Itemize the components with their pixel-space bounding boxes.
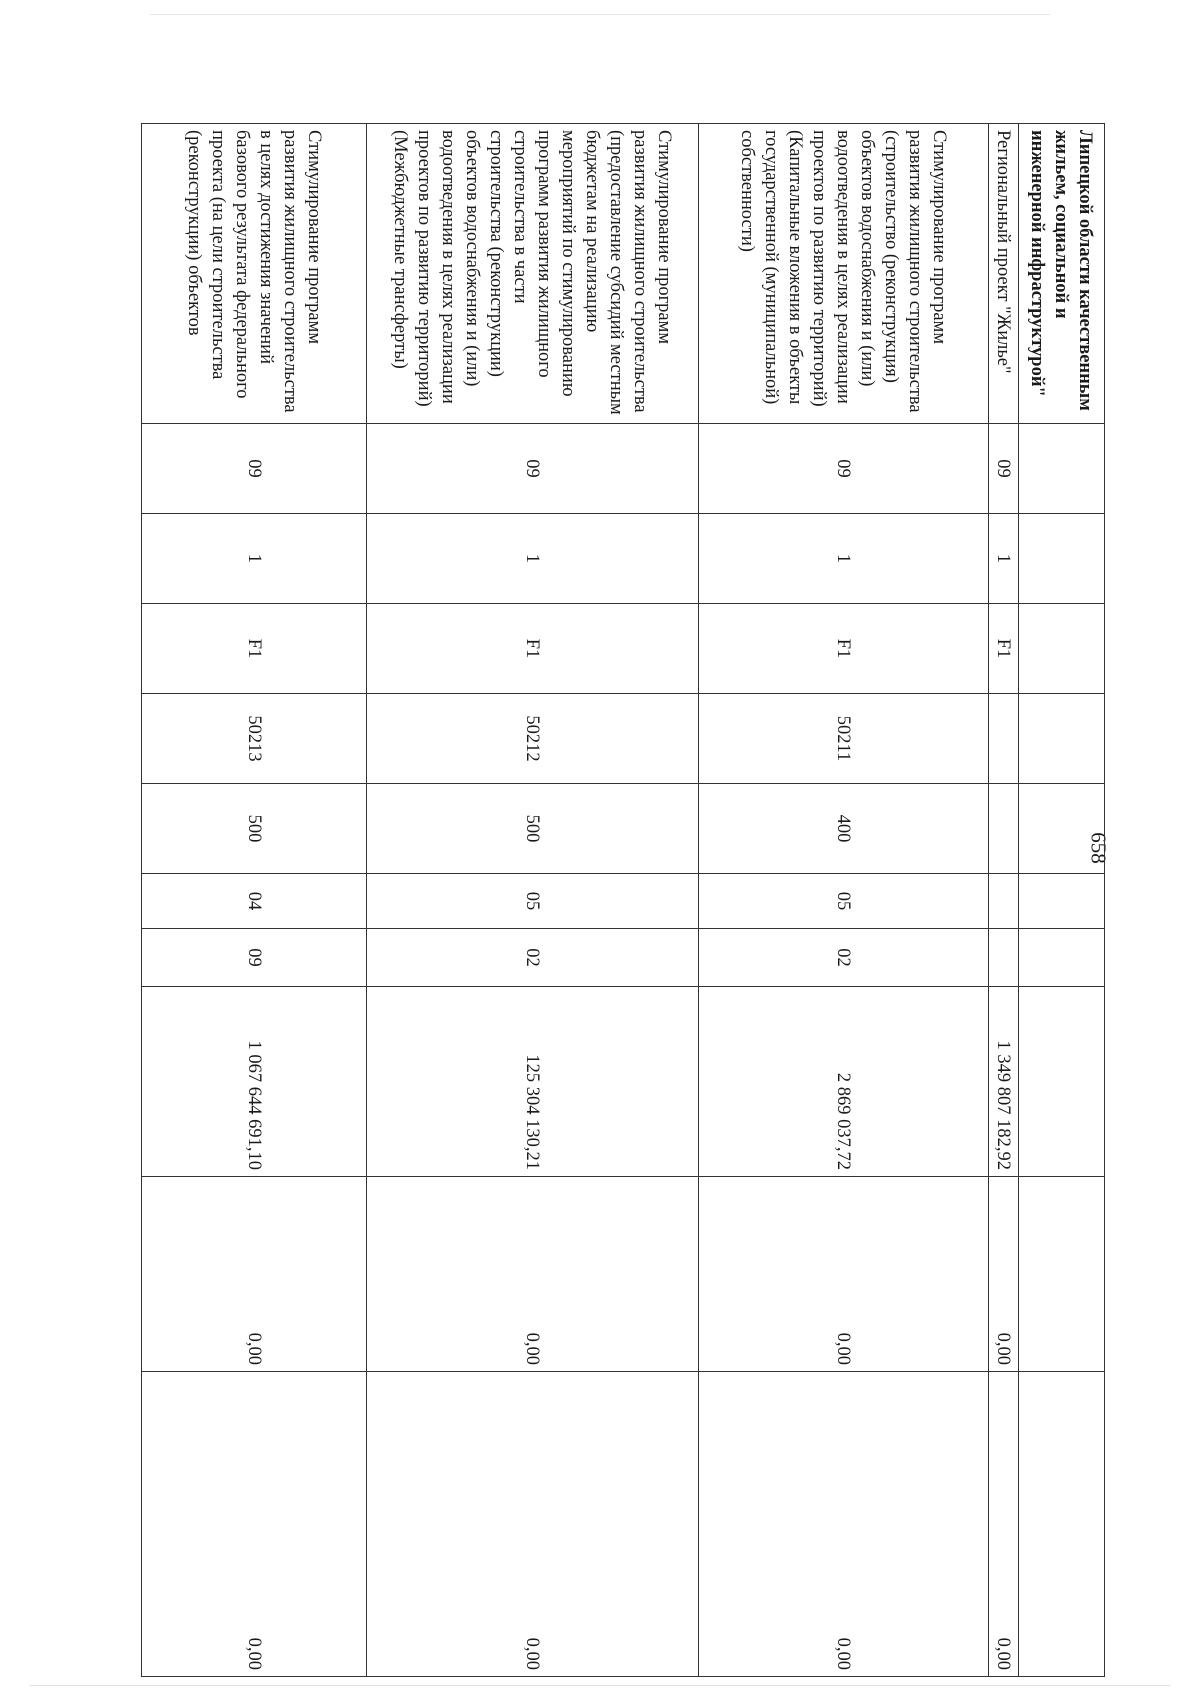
cell-subsection: 02 <box>699 929 989 987</box>
cell-amount-year3: 0,00 <box>699 1372 989 1677</box>
budget-table-rotated <box>142 123 1105 1676</box>
cell-subsection: 02 <box>367 929 699 987</box>
cell-program: 09 <box>142 424 367 514</box>
table-row <box>699 124 989 1677</box>
cell-amount-year2 <box>1019 1177 1105 1372</box>
cell-amount-year1: 1 067 644 691,10 <box>142 987 367 1177</box>
cell-expense-type <box>1019 784 1105 874</box>
cell-amount-year3: 0,00 <box>989 1372 1019 1677</box>
cell-amount-year1: 2 869 037,72 <box>699 987 989 1177</box>
cell-subsection: 09 <box>142 929 367 987</box>
table-row <box>989 124 1019 1677</box>
table-row <box>367 124 699 1677</box>
cell-amount-year3: 0,00 <box>367 1372 699 1677</box>
row-name: Липецкой области качественным жильем, социальной и инженерной инфраструктурой" <box>1019 124 1105 424</box>
row-name: Стимулирование программ развития жилищного строительства (строительство (реконструкция) объектов водоснабжения и (или) водоотведения в целях реализации проектов по развитию территорий) (Капитальные вложения в объекты государственной (муниципальной) собственности) <box>699 124 989 424</box>
cell-section: 05 <box>367 874 699 929</box>
cell-direction: 50212 <box>367 694 699 784</box>
cell-direction <box>1019 694 1105 784</box>
cell-section: 05 <box>699 874 989 929</box>
table-row <box>1019 124 1105 1677</box>
cell-amount-year1: 125 304 130,21 <box>367 987 699 1177</box>
cell-project <box>1019 604 1105 694</box>
cell-subsection <box>1019 929 1105 987</box>
scan-artifact-top <box>150 14 1050 15</box>
cell-section <box>1019 874 1105 929</box>
cell-amount-year1 <box>1019 987 1105 1177</box>
cell-amount-year2: 0,00 <box>989 1177 1019 1372</box>
cell-program: 09 <box>699 424 989 514</box>
cell-subprogram: 1 <box>367 514 699 604</box>
cell-amount-year3 <box>1019 1372 1105 1677</box>
cell-subprogram: 1 <box>142 514 367 604</box>
row-name: Стимулирование программ развития жилищного строительства в целях достижения значений базового результата федерального проекта (на цели строительства (реконструкции) объектов <box>142 124 367 424</box>
cell-project: F1 <box>989 604 1019 694</box>
cell-amount-year1: 1 349 807 182,92 <box>989 987 1019 1177</box>
cell-expense-type: 400 <box>699 784 989 874</box>
row-name: Стимулирование программ развития жилищного строительства (предоставление субсидий местным бюджетам на реализацию мероприятий по стимулированию программ развития жилищного строительства в части строительства (реконструкции) объектов водоснабжения и (или) водоотведения в целях реализации проектов по развитию территорий) (Межбюджетные трансферты) <box>367 124 699 424</box>
cell-direction: 50211 <box>699 694 989 784</box>
cell-subprogram: 1 <box>699 514 989 604</box>
cell-subsection <box>989 929 1019 987</box>
cell-section: 04 <box>142 874 367 929</box>
cell-amount-year2: 0,00 <box>142 1177 367 1372</box>
page-number: 658 <box>1086 832 1111 864</box>
row-name: Региональный проект "Жилье" <box>989 124 1019 424</box>
cell-program: 09 <box>989 424 1019 514</box>
cell-direction <box>989 694 1019 784</box>
cell-project: F1 <box>367 604 699 694</box>
budget-table <box>141 123 1105 1677</box>
cell-expense-type <box>989 784 1019 874</box>
cell-program: 09 <box>367 424 699 514</box>
cell-project: F1 <box>699 604 989 694</box>
cell-amount-year2: 0,00 <box>699 1177 989 1372</box>
cell-section <box>989 874 1019 929</box>
table-row <box>142 124 367 1677</box>
cell-expense-type: 500 <box>142 784 367 874</box>
cell-direction: 50213 <box>142 694 367 784</box>
cell-program <box>1019 424 1105 514</box>
cell-amount-year2: 0,00 <box>367 1177 699 1372</box>
cell-subprogram <box>1019 514 1105 604</box>
cell-subprogram: 1 <box>989 514 1019 604</box>
cell-expense-type: 500 <box>367 784 699 874</box>
cell-amount-year3: 0,00 <box>142 1372 367 1677</box>
scan-artifact-bottom <box>30 1685 1170 1686</box>
cell-project: F1 <box>142 604 367 694</box>
